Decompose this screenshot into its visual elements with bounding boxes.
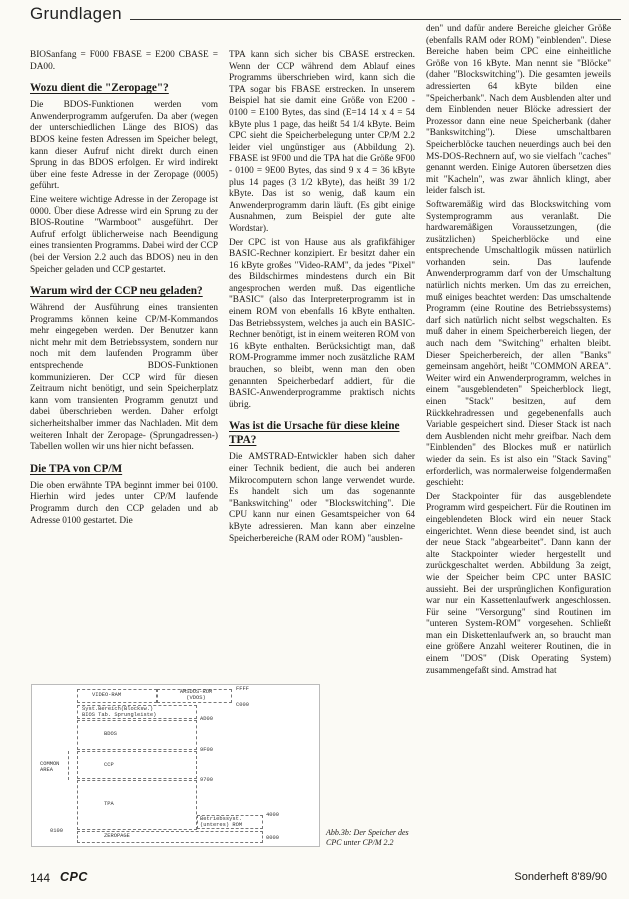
paragraph: den" und dafür andere Bereiche gleicher Größe (ebenfalls RAM oder ROM) "einblenden". Diese Bereiche haben beim CPC eine einheitliche Größe von 16 kByte. Man nennt sie "Blöcke" (daher "Blockswitching"). Die gesamten jeweils adressierten 64 kByte bilden eine "Speicherbank". Nach dem Ausblenden alter und dem Einblenden neuer Blöcke adressiert der Prozessor dann eine neue Speicherbank (daher "Bankswitching"). Diese umschaltbaren Speicherblöcke tauchen neuerdings auch bei den MS-DOS-Rechnern auf, wo sie vielfach "caches" genannt werden. Einige Autoren übersetzen dies mit "Kacheln", was zwar ähnlich klingt, aber leider falsch ist. bbox=[426, 24, 611, 197]
paragraph: TPA kann sich sicher bis CBASE erstrecken. Wenn der CCP während dem Ablauf eines Programms überschrieben wird, kann sich die TPA sogar bis FBASE erstrecken. In unserem Beispiel hat sie damit eine Größe von E200 - 0100 = E100 Bytes, das sind (E=14 14 x 4 = 54 kByte plus 1 page, das heißt 54 1/4 kByte. Beim CPC sieht die Speicherbelegung unter CP/M 2.2 leider viel ungünstiger aus (Abbildung 2). FBASE ist 9F00 und die TPA hat die Größe 9F00 - 0100 = 9E00 Bytes, das sind 9 x 4 = 36 kByte plus 14 pages (3 1/2 kByte), das heißt 39 1/2 kByte. Das ist so wenig, daß kaum ein Anwenderprogramm darin läuft. (Es gibt einige Ausnahmen, zum Beispiel der gute alte Wordstar). bbox=[229, 50, 415, 234]
address-4000: 4000 bbox=[266, 812, 279, 818]
heading-small-tpa: Was ist die Ursache für diese kleine TPA? bbox=[229, 420, 400, 447]
paragraph: Während der Ausführung eines transienten Programms können keine CP/M-Kommandos mehr eingegeben werden. Der Benutzer kann nicht mehr mit dem Betriebssystem, sondern nur noch mit dem laufenden Programm über entsprechende BDOS-Funktionen kommunizieren. Der CCP wird für diesen Zeitraum nicht benötigt, und sein Speicherplatz kann vom transienten Programm genutzt und dabei überschrieben werden. Daher erfolgt sicherheitshalber immer das Nachladen. Mit dem weiteren Inhalt der Zeropage- (Sprungadressen-) Tabellen wollen wir uns hier nicht befassen. bbox=[30, 303, 218, 453]
figure-caption: Abb.3b: Der Speicher des CPC unter CP/M 2.2 bbox=[326, 828, 409, 847]
address-9700: 9700 bbox=[200, 777, 213, 783]
paragraph: Die AMSTRAD-Entwickler haben sich daher einer Technik bedient, die auch bei anderen Mikrocomputern schon lange verwendet wurde. Es handelt sich um das sogenannte "Bankswitching" oder "Blockswitching". Die CPU kann nur einen Gesamtspeicher von 64 kByte adressieren. Man kann aber einzelne Speicherbereiche (RAM oder ROM) "ausblen- bbox=[229, 452, 415, 544]
bdos-label: BDOS bbox=[104, 731, 117, 737]
page-header bbox=[30, 4, 621, 26]
heading-ccp-reload: Warum wird der CCP neu geladen? bbox=[30, 285, 203, 298]
paragraph: Eine weitere wichtige Adresse in der Zeropage ist 0000. Über diese Adresse wird ein Sprung zu der BIOS-Routine "Warmboot" ausgeführt. Der Aufruf erfolgt üblicherweise nach Beendigung eines transienten Programms. Dabei wird der CCP (bei der Version 2.2 auch das BDOS) neu in den Speicher geladen und CCP gestartet. bbox=[30, 194, 218, 275]
address-ffff: FFFF bbox=[236, 686, 249, 692]
address-ad00: AD00 bbox=[200, 716, 213, 722]
column-2 bbox=[229, 50, 415, 547]
common-area-label: COMMON AREA bbox=[40, 761, 60, 773]
issue-label: Sonderheft 8'89/90 bbox=[514, 871, 607, 883]
column-3 bbox=[426, 24, 611, 679]
address-0000: 0000 bbox=[266, 835, 279, 841]
paragraph: Softwaremäßig wird das Blockswitching vom Systemprogramm aus veranlaßt. Die hardwaremäßigen Voraussetzungen, (die zusätzlichen) Speicherblöcke und eine entsprechende Umschaltlogik müssen natürlich vorhanden sein. Das laufende Anwenderprogramm darf von der Umschaltung natürlich nichts merken. Um das zu erreichen, muß einiges beachtet werden: Das umschaltende Programm (eine Routine des Betriebssystems) darf sich natürlich nicht selbst wegschalten. Es muß daher in einem Speicherbereich liegen, der auch nach dem "Switching" erhalten bleibt. Dieser Speicherbereich, der allen "Banks" gemeinsam angehört, heißt "COMMON AREA". Weiter wird ein Anwenderprogramm, welches in einem "ausgeblendeten" Speicherblock liegt, einen "Stack" besitzen, auf dem Rückkehradressen und gegebenenfalls auch Variable gespeichert sind. Dieser Stack ist nach dem Ausblenden nicht mehr greifbar. Nach dem "Einblenden" des Blockes muß er natürlich wieder da sein. Es ist also ein "Stack Saving" erforderlich, was normalerweise folgendermaßen geschieht: bbox=[426, 199, 611, 489]
memory-map-figure bbox=[31, 684, 320, 847]
paragraph: BIOSanfang = F000 FBASE = E200 CBASE = DA00. bbox=[30, 50, 218, 72]
paragraph: Die BDOS-Funktionen werden vom Anwenderprogramm aufgerufen. Da aber (wegen der unterschiedlichen Länge des BIOS) das BDOS keine festen Adressen im Speicher belegt, kann dieser Aufruf nicht direkt durch einen Sprung in das BDOS erfolgen. Er wird indirekt über eine feste Adresse in der Zeropage (0005) geführt. bbox=[30, 100, 218, 192]
bios-label: BIOS Tab. Sprungleiste) bbox=[82, 712, 157, 718]
header-rule bbox=[130, 19, 621, 20]
common-area-bracket bbox=[68, 751, 69, 780]
address-9f00: 9F00 bbox=[200, 747, 213, 753]
paragraph: Der CPC ist von Hause aus als grafikfähiger BASIC-Rechner konzipiert. Er besitzt daher ein 16 kByte großes "Video-RAM", da jedes "Pixel" des Bildschirmes mindestens durch ein Bit angesprochen werden muß. Das eigentliche "BASIC" (also das Interpreterprogramm ist in einem ROM von ebenfalls 16 kByte enthalten. Das Betriebssystem, welches ja auch ein BASIC-Rechner benötigt, ist in einem weiteren ROM von 16 kByte enthalten. Berücksichtigt man, daß ROM-Programme immer noch zusätzliche RAM brauchen, so bleibt, wenn man den oben genannten Speicherbedarf addiert, für die BASIC-Anwenderprogramme praktisch nichts übrig. bbox=[229, 237, 415, 410]
zeropage-label: ZEROPAGE bbox=[104, 833, 130, 839]
ccp-block bbox=[77, 751, 197, 779]
address-c000: C000 bbox=[236, 702, 249, 708]
bdos-block bbox=[77, 720, 197, 750]
system-area-label: Syst.Bereich(Blocksw.) bbox=[82, 706, 154, 712]
heading-tpa: Die TPA von CP/M bbox=[30, 462, 123, 475]
column-1 bbox=[30, 50, 218, 529]
tpa-block bbox=[77, 780, 197, 830]
page-number: 144 bbox=[30, 871, 51, 885]
video-ram-label: VIDEO-RAM bbox=[92, 692, 122, 698]
ccp-label: CCP bbox=[104, 762, 114, 768]
address-0100: 0100 bbox=[50, 828, 63, 834]
section-title: Grundlagen bbox=[30, 4, 122, 23]
heading-zeropage: Wozu dient die "Zeropage"? bbox=[30, 82, 169, 95]
amsdos-rom-label: AMSDOS-ROM (VDOS) bbox=[179, 689, 213, 701]
os-lower-rom-label: Betriebssyst. (unteres) ROM bbox=[200, 816, 243, 828]
paragraph: Der Stackpointer für das ausgeblendete Programm wird gespeichert. Für die Routinen im eingeblendeten Block wird ein neuer Stack eingerichtet. Wenn diese beendet sind, ist auch der neue Stack "abgearbeitet". Dann kann der alte Stackpointer wieder hergestellt und zurückgeschaltet werden. Abbildung 3a zeigt, wie der Speicher beim CPC unter BASIC aussieht. Bei der ursprünglichen Konfiguration war nur ein Kassettenlaufwerk angeschlossen. Für seine "Versorgung" sind Routinen im "unteren System-ROM" vorgesehen. Schließt man ein Diskettenlaufwerk an, so braucht man eine größere Anzahl weiterer Routinen, die in einem "DOS" (Disk Operating System) zusammengefaßt sind. Amstrad hat bbox=[426, 491, 611, 676]
tpa-label: TPA bbox=[104, 801, 114, 807]
paragraph: Die oben erwähnte TPA beginnt immer bei 0100. Hierhin wird jedes unter CP/M laufende Programm durch den CCP geladen und ab Adresse 0100 gestartet. Die bbox=[30, 480, 218, 526]
magazine-logo: CPC bbox=[60, 870, 88, 884]
